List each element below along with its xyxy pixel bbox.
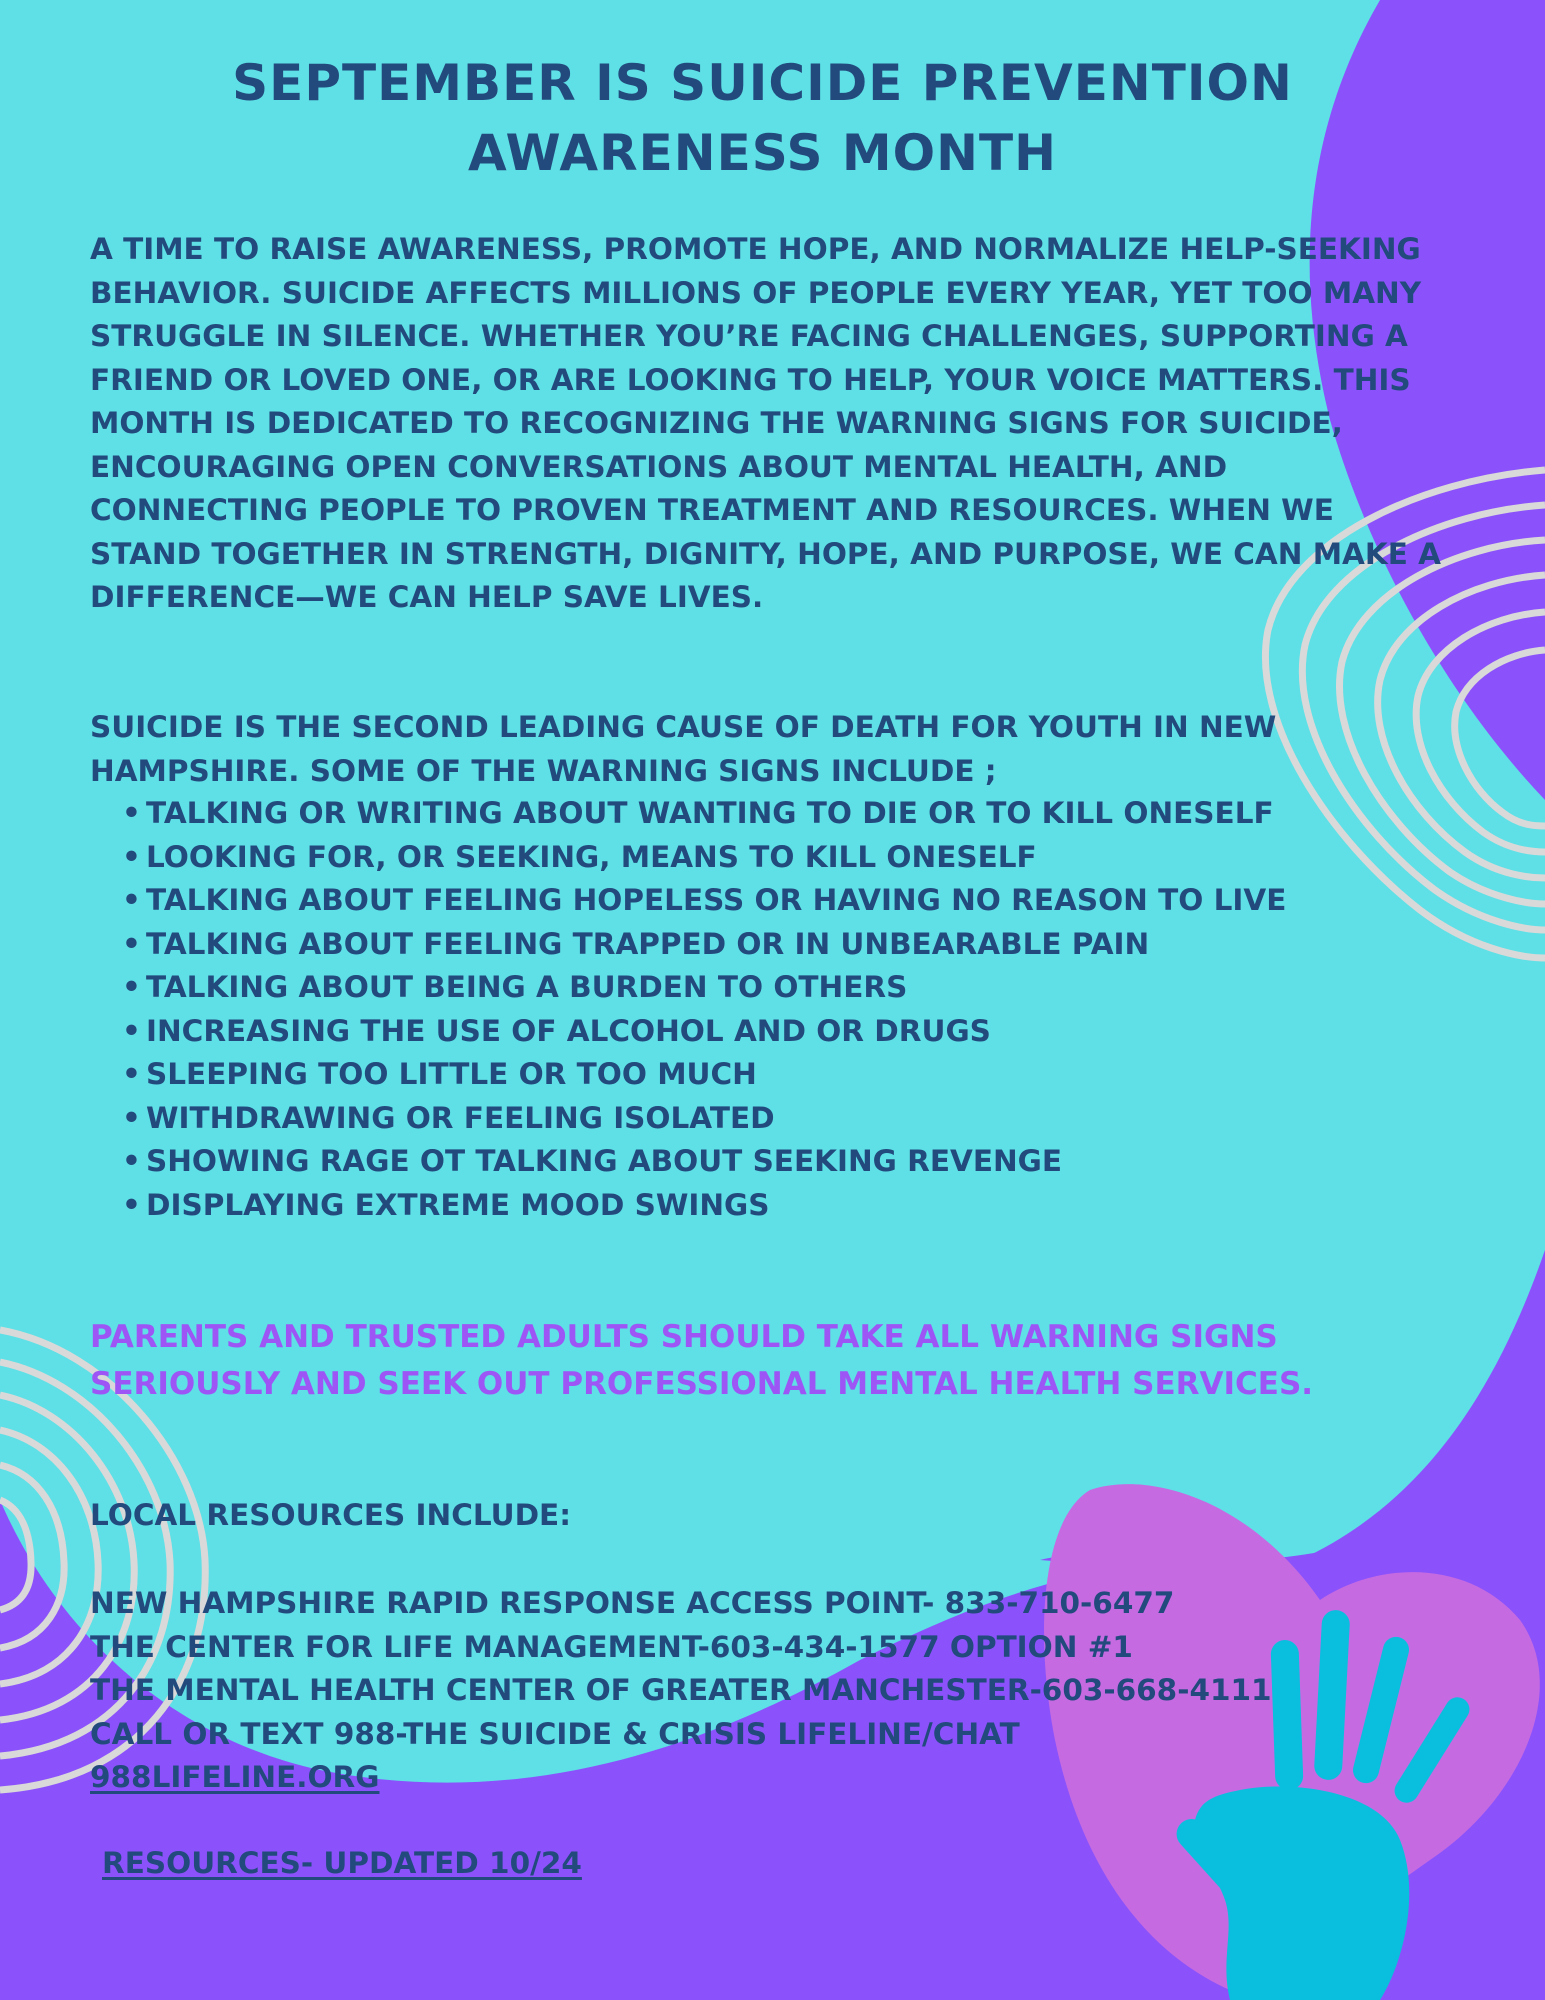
list-item: • LOOKING FOR, OR SEEKING, MEANS TO KILL ONESELF	[146, 836, 1450, 880]
resource-line: NEW HAMPSHIRE RAPID RESPONSE ACCESS POINT- 833-710-6477	[90, 1586, 1175, 1620]
list-item: • SHOWING RAGE OT TALKING ABOUT SEEKING REVENGE	[146, 1140, 1450, 1184]
resource-line: THE MENTAL HEALTH CENTER OF GREATER MANCHESTER-603-668-4111	[90, 1673, 1272, 1707]
lifeline-link[interactable]: 988LIFELINE.ORG	[90, 1760, 380, 1794]
resources-updated-link[interactable]: RESOURCES- UPDATED 10/24	[102, 1846, 582, 1880]
page-title	[90, 48, 1435, 188]
resource-line: CALL OR TEXT 988-THE SUICIDE & CRISIS LIFELINE/CHAT	[90, 1716, 1020, 1751]
list-item: • TALKING OR WRITING ABOUT WANTING TO DIE OR TO KILL ONESELF	[146, 792, 1450, 836]
list-item: • TALKING ABOUT FEELING TRAPPED OR IN UNBEARABLE PAIN	[146, 923, 1450, 967]
warning-intro: SUICIDE IS THE SECOND LEADING CAUSE OF DEATH FOR YOUTH IN NEW HAMPSHIRE. SOME OF THE WARNING SIGNS INCLUDE ;	[90, 710, 1277, 788]
resource-line: THE CENTER FOR LIFE MANAGEMENT-603-434-1577 OPTION #1	[90, 1629, 1133, 1664]
title-line-2: AWARENESS MONTH	[468, 124, 1057, 182]
list-item: • TALKING ABOUT FEELING HOPELESS OR HAVING NO REASON TO LIVE	[146, 879, 1450, 923]
warning-signs-list	[90, 792, 1450, 1227]
local-resources-heading: LOCAL RESOURCES INCLUDE:	[90, 1498, 572, 1532]
resources-list	[90, 1582, 1490, 1800]
list-item: • WITHDRAWING OR FEELING ISOLATED	[146, 1097, 1450, 1141]
list-item: • INCREASING THE USE OF ALCOHOL AND OR DRUGS	[146, 1010, 1450, 1054]
intro-paragraph: A TIME TO RAISE AWARENESS, PROMOTE HOPE, AND NORMALIZE HELP-SEEKING BEHAVIOR. SUICIDE AFFECTS MILLIONS OF PEOPLE EVERY YEAR, YET TOO MANY STRUGGLE IN SILENCE. WHETHER YOU’RE FACING CHALLENGES, SUPPORTING A FRIEND OR LOVED ONE, OR ARE LOOKING TO HELP, YOUR VOICE MATTERS. THIS MONTH IS DEDICATED TO RECOGNIZING THE WARNING SIGNS FOR SUICIDE, ENCOURAGING OPEN CONVERSATIONS ABOUT MENTAL HEALTH, AND CONNECTING PEOPLE TO PROVEN TREATMENT AND RESOURCES. WHEN WE STAND TOGETHER IN STRENGTH, DIGNITY, HOPE, AND PURPOSE, WE CAN MAKE A DIFFERENCE—WE CAN HELP SAVE LIVES.	[90, 232, 1441, 614]
parents-callout: PARENTS AND TRUSTED ADULTS SHOULD TAKE ALL WARNING SIGNS SERIOUSLY AND SEEK OUT PROFESSIONAL MENTAL HEALTH SERVICES.	[90, 1319, 1314, 1402]
list-item: • SLEEPING TOO LITTLE OR TOO MUCH	[146, 1053, 1450, 1097]
list-item: • TALKING ABOUT BEING A BURDEN TO OTHERS	[146, 966, 1450, 1010]
list-item: • DISPLAYING EXTREME MOOD SWINGS	[146, 1184, 1450, 1228]
title-line-1: SEPTEMBER IS SUICIDE PREVENTION	[232, 54, 1293, 112]
